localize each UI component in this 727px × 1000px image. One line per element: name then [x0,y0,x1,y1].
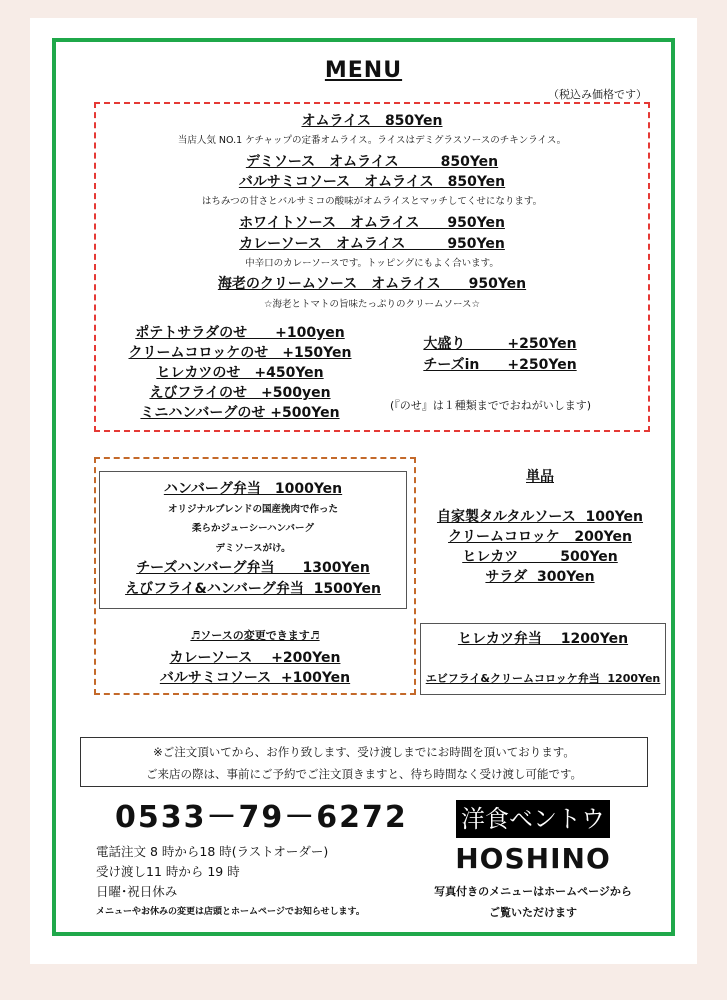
tanpin-salad: サラダ 300Yen [485,569,595,585]
info-changes: メニューやお休みの変更は店頭とホームページでお知らせします。 [96,907,365,917]
hamburg-desc-3: デミソースがけ。 [215,543,291,554]
cheese-hamburg-bento: チーズハンバーグ弁当 1300Yen [136,560,370,576]
sauce-heading: ♬ソースの変更できます♬ [190,629,320,642]
hamburg-bento: ハンバーグ弁当 1000Yen [163,481,343,497]
omurice-curry-desc: 中辛口のカレーソースです。トッピングにもよく合います。 [245,258,499,269]
omurice-balsamic: バルサミコソース オムライス 850Yen [238,174,506,190]
omurice-main-desc: 当店人気 NO.1 ケチャップの定番オムライス。ライスはデミグラスソースのチキンライス。 [177,135,567,146]
tanpin-croquette: クリームコロッケ 200Yen [448,529,632,545]
topping-hamburg: ミニハンバーグのせ +500Yen [140,405,340,421]
topping-croquette: クリームコロッケのせ +150Yen [128,345,352,361]
info-holidays: 日曜･祝日休み [96,884,178,899]
tax-note: （税込み価格です） [548,88,647,101]
phone-number: 0533－79－6272 [115,800,408,835]
ebi-croquette-bento: エビフライ&クリームコロッケ弁当 1200Yen [425,672,661,685]
hirekatsu-bento: ヒレカツ弁当 1200Yen [457,631,629,647]
tanpin-tartar: 自家製タルタルソース 100Yen [436,509,644,525]
shop-logo: 洋食ベントウ [456,800,610,838]
topping-potato: ポテトサラダのせ +100yen [135,325,345,341]
menu-title: MENU [324,58,403,83]
extra-large: 大盛り +250Yen [423,336,577,352]
photo-note-1: 写真付きのメニューはホームページから [434,885,632,898]
omurice-main: オムライス 850Yen [301,113,443,129]
omurice-shrimp-desc: ☆海老とトマトの旨味たっぷりのクリームソース☆ [263,299,481,310]
omurice-curry: カレーソース オムライス 950Yen [239,236,505,252]
notice-line-1: ※ご注文頂いてから、お作り致します、受け渡しまでにお時間を頂いております。 [153,745,575,759]
tanpin-hirekatsu: ヒレカツ 500Yen [462,549,618,565]
sauce-balsamic: バルサミコソース +100Yen [159,670,351,686]
topping-hirekatsu: ヒレカツのせ +450Yen [156,365,324,381]
topping-ebi: えびフライのせ +500yen [149,385,331,401]
topping-note: (『のせ』は１種類まででおねがいします) [390,399,592,412]
tanpin-heading: 単品 [526,469,554,485]
omurice-white: ホワイトソース オムライス 950Yen [239,215,505,231]
hamburg-desc-2: 柔らかジューシーハンバーグ [192,523,314,534]
photo-note-2: ご覧いただけます [489,906,577,919]
notice-line-2: ご来店の際は、事前にご予約でご注文頂きますと、待ち時間なく受け渡し可能です。 [145,767,583,781]
extra-cheese: チーズin +250Yen [423,357,577,373]
sauce-curry: カレーソース +200Yen [169,650,341,666]
omurice-shrimp: 海老のクリームソース オムライス 950Yen [217,276,527,292]
omurice-balsamic-desc: はちみつの甘さとバルサミコの酸味がオムライスとマッチしてくせになります。 [201,196,543,207]
ebi-hamburg-bento: えびフライ&ハンバーグ弁当 1500Yen [125,581,381,597]
info-pickup-hours: 受け渡し11 時から 19 時 [96,864,240,879]
omurice-demi: デミソース オムライス 850Yen [245,154,499,170]
info-order-hours: 電話注文 8 時から18 時(ラストオーダー) [96,844,329,859]
hamburg-desc-1: オリジナルブレンドの国産挽肉で作った [168,504,338,515]
shop-name: HOSHINO [455,842,611,875]
